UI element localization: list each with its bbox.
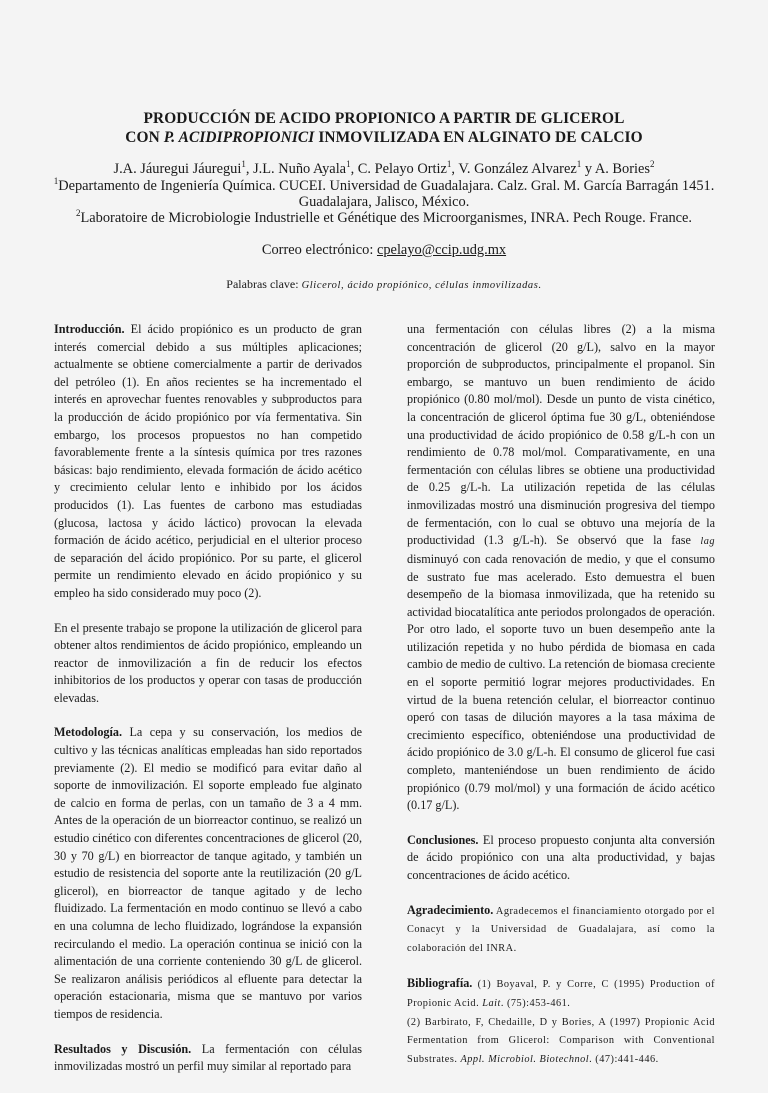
acknowledgement-paragraph: Agradecimiento. Agradecemos el financiamiento otorgado por el Conacyt y la Universidad de Guadalajara, así como la colaboración del INRA.: [407, 902, 715, 955]
lag-term: lag: [700, 536, 715, 548]
author-list: J.A. Jáuregui Jáuregui$^1$, J.L. Nuño Ayala$^1$, C. Pelayo Ortiz$^1$, V. González Alvarez$^1$ y A. Bories$^2$: [113, 159, 655, 177]
results-continued-paragraph: una fermentación con células libres (2) a la misma concentración de glicerol (20 g/L), salvo en la mayor proporción de subproductos, principalmente el propanol. Sin embargo, se mantuvo un buen rendimiento de ácido propiónico (0.80 mol/mol). Desde un punto de vista cinético, la concentración de glicerol óptima fue 30 g/L, obteniéndose una productividad de ácido propiónico de 0.58 g/L-h con un rendimiento de 0.78 mol/mol. Comparativamente, en una fermentación con células libres se obtiene una productividad de 0.25 g/L-h. La utilización repetida de las células inmovilizadas mostró una disminución progresiva del tiempo de fermentación, con lo cual se obtuvo una mejoría de la productividad (1.3 g/L-h). Se observó que la fase lag disminuyó con cada renovación de medio, y que el consumo de sustrato fue mas acelerado. Esto demuestra el buen desempeño de la biomasa inmovilizada, que ha retenido su actividad biocatalítica ante periodos prolongados de operación. Por otro lado, el soporte tuvo un buen desempeño ante la utilización repetida y no hubo pérdida de biomasa en cada cambio de medio de cultivo. La retención de biomasa creciente en el soporte permitió lograr mejores productividades. En virtud de la buena retención celular, el biorreactor continuo operó con tasas de dilución mayores a la tasa máxima de crecimiento específico, obteniéndose una productividad de ácido propiónico de 3.0 g/L-h. El consumo de glicerol fue casi completo, manteniéndose un buen rendimiento de ácido propiónico (0.79 mol/mol) y una formación de ácido acético (0.17 g/L).: [407, 322, 715, 813]
introduction-paragraph: Introducción. El ácido propiónico es un producto de gran interés comercial debido a sus múltiples aplicaciones; actualmente se obtiene comercialmente a partir de derivados del petróleo (1). En años recientes se ha incrementado el interés en aprovechar fuentes renovables y subproductos para la producción de ácido propiónico por vía fermentativa. Sin embargo, los procesos propuestos no han competido favorablemente frente a la síntesis química por tres razones básicas: bajo rendimiento, elevada formación de ácido acético y crecimiento celular lento e inhibido por los ácidos producidos (1). Las fuentes de carbono mas estudiadas (glucosa, lactosa y ácido láctico) provocan la elevada formación de ácido acético, perjudicial en el ulterior proceso de separación del ácido propiónico. Por su parte, el glicerol permite un rendimiento elevado en ácido propiónico y su empleo ha sido considerado muy poco (2).: [54, 322, 362, 600]
paper-title-line-2: CON P. ACIDIPROPIONICI INMOVILIZADA EN ALGINATO DE CALCIO: [125, 129, 643, 146]
introduction-heading: Introducción.: [54, 322, 125, 336]
results-heading: Resultados y Discusión.: [54, 1041, 192, 1056]
methodology-heading: Metodología.: [54, 725, 123, 740]
bibliography-heading: Bibliografía.: [407, 976, 473, 990]
paper-title-line-1: PRODUCCIÓN DE ACIDO PROPIONICO A PARTIR DE GLICEROL: [143, 110, 625, 127]
reference-2: (2) Barbirato, F, Chedaille, D y Bories, A (1997) Propionic Acid Fermentation from Glicerol: Comparison with Conventional Substrates.: [407, 1016, 715, 1066]
keywords-line: Palabras clave: Glicerol, ácido propiónico, células inmovilizadas.: [226, 277, 542, 291]
conclusions-heading: Conclusiones.: [407, 832, 479, 847]
conclusions-paragraph: Conclusiones. El proceso propuesto conjunta alta conversión de ácido propiónico con una alta productividad, y bajas concentraciones de ácido acético.: [407, 832, 715, 883]
keywords-value: Glicerol, ácido propiónico, células inmovilizadas.: [301, 280, 542, 291]
acknowledgement-heading: Agradecimiento.: [407, 902, 494, 917]
bibliography-paragraph: Bibliografía. (1) Boyaval, P. y Corre, C (1995) Production of Propionic Acid. Lait. (75):453-461. (2) Barbirato, F, Chedaille, D y Bories, A (1997) Propionic Acid Fermentation from Glicerol: Comparison with Conventional Substrates. Appl. Microbiol. Biotechnol. (47):441-446.: [407, 976, 715, 1066]
objective-paragraph: En el presente trabajo se propone la utilización de glicerol para obtener altos rendimientos de ácido propiónico, empleando un reactor de inmovilización a fin de reducir los efectos inhibitorios de los productos y operar con tasas de producción elevadas.: [54, 620, 362, 705]
results-paragraph: Resultados y Discusión. La fermentación con células inmovilizadas mostró un perfil muy similar al reportado para: [54, 1041, 362, 1074]
email-link[interactable]: cpelayo@ccip.udg.mx: [376, 242, 507, 258]
affiliation-1: $^1$Departamento de Ingeniería Química. CUCEI. Universidad de Guadalajara. Calz. Gral. M. García Barragán 1451.: [53, 176, 715, 194]
affiliation-1-city: Guadalajara, Jalisco, México.: [298, 194, 470, 210]
methodology-paragraph: Metodología. La cepa y su conservación, los medios de cultivo y las técnicas analíticas empleadas han sido reportados previamente (2). El medio se modificó para evitar daño al soporte de inmovilización. El soporte empleado fue alginato de calcio en forma de perlas, con un tamaño de 3 a 4 mm. Antes de la operación de un biorreactor continuo, se realizó un estudio cinético con diferentes concentraciones de glicerol (20, 30 y 70 g/L) en biorreactor de tanque agitado, y también un estudio de resistencia del soporte ante la reutilización (20 g/L glicerol), en biorreactor de tanque agitado y de lecho fluidizado. La fermentación en modo continuo se llevó a cabo en una columna de lecho fluidizado, lográndose la expansión recirculando el medio. La operación continua se inició con la alimentación de una corriente conteniendo 30 g/L de glicerol. Se realizaron análisis periódicos al efluente para detectar la operación estacionaria, misma que se mantuvo por varios tiempos de residencia.: [54, 725, 362, 1021]
affiliation-2: $^2$Laboratoire de Microbiologie Industrielle et Génétique des Microorganismes, INRA. Pech Rouge. France.: [75, 208, 693, 226]
right-column: [407, 321, 715, 1086]
contact-line: Correo electrónico: cpelayo@ccip.udg.mx: [261, 242, 507, 258]
left-column: [54, 321, 362, 1093]
species-name: P. ACIDIPROPIONICI: [163, 129, 315, 146]
